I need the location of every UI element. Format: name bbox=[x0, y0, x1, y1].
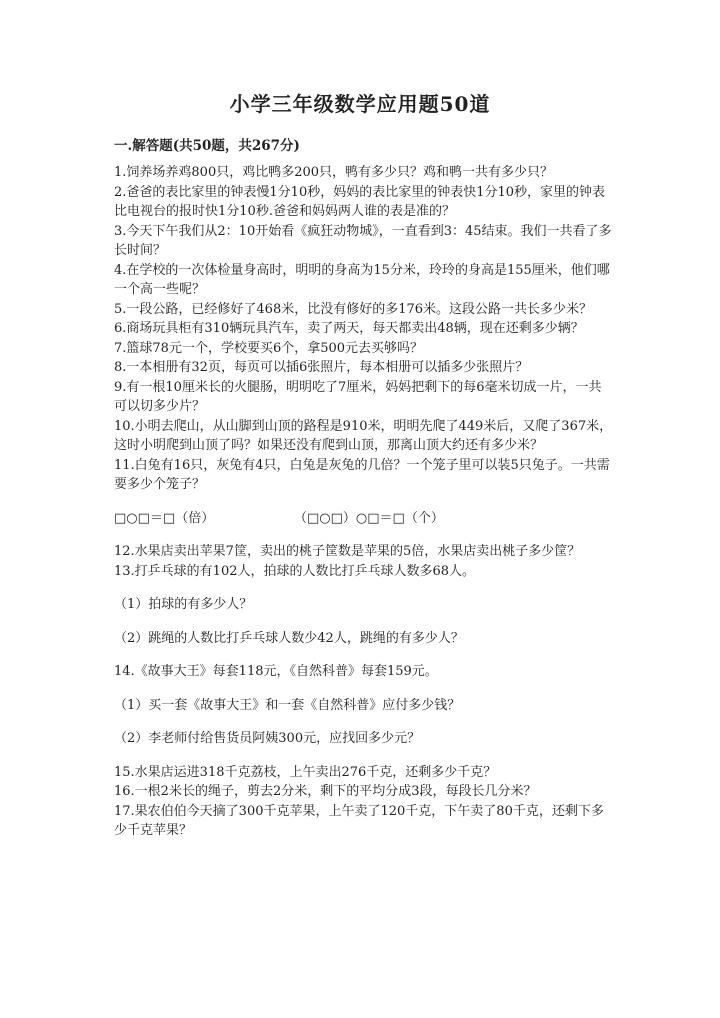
question-2: 2.爸爸的表比家里的钟表慢1分10秒，妈妈的表比家里的钟表快1分10秒，家里的钟表比电视台的报时快1分10秒.爸爸和妈妈两人谁的表是准的？ bbox=[114, 184, 606, 219]
question-7: 7.篮球78元一个，学校要买6个，拿500元去买够吗？ bbox=[114, 340, 424, 356]
question-list bbox=[114, 163, 614, 841]
question-4: 4.在学校的一次体检量身高时，明明的身高为15分米，玲玲的身高是155厘米，他们哪一个高一些呢？ bbox=[114, 262, 610, 297]
question-17: 17.果农伯伯今天摘了300千克苹果，上午卖了120千克，下午卖了80千克，还剩下多少千克苹果？ bbox=[114, 803, 604, 838]
formula-left: □○□＝□（倍） bbox=[114, 510, 215, 526]
page-title: 小学三年级数学应用题50道 bbox=[229, 92, 491, 116]
question-14-part-1: （1）买一套《故事大王》和一套《自然科普》应付多少钱？ bbox=[114, 697, 461, 713]
question-13-part-1: （1）拍球的有多少人？ bbox=[114, 597, 253, 612]
question-14-part-2: （2）李老师付给售货员阿姨300元，应找回多少元？ bbox=[114, 731, 421, 746]
question-15: 15.水果店运进318千克荔枝，上午卖出276千克，还剩多少千克？ bbox=[114, 764, 497, 780]
question-10: 10.小明去爬山，从山脚到山顶的路程是910米，明明先爬了449米后，又爬了367米，这时小明爬到山顶了吗？如果还没有爬到山顶，那离山顶大约还有多少米？ bbox=[114, 418, 613, 453]
question-13-part-2: （2）跳绳的人数比打乒乓球人数少42人，跳绳的有多少人？ bbox=[114, 630, 464, 646]
formula-row bbox=[114, 509, 614, 529]
question-11: 11.白兔有16只，灰兔有4只，白兔是灰兔的几倍？一个笼子里可以装5只兔子。一共需要多少个笼子？ bbox=[114, 457, 610, 492]
question-3: 3.今天下午我们从2：10开始看《疯狂动物城》，一直看到3：45结束。我们一共看了多长时间？ bbox=[114, 223, 612, 258]
question-16: 16.一根2米长的绳子，剪去2分米，剩下的平均分成3段，每段长几分米？ bbox=[114, 784, 537, 799]
question-9: 9.有一根10厘米长的火腿肠，明明吃了7厘米，妈妈把剩下的每6毫米切成一片，一共可以切多少片？ bbox=[114, 379, 602, 414]
formula-right: （□○□）○□＝□（个） bbox=[294, 510, 444, 526]
section-heading: 一.解答题(共50题，共267分) bbox=[114, 138, 300, 154]
question-14: 14.《故事大王》每套118元，《自然科普》每套159元。 bbox=[114, 664, 438, 679]
question-8: 8.一本相册有32页，每页可以插6张照片，每本相册可以插多少张照片？ bbox=[114, 360, 529, 375]
question-12: 12.水果店卖出苹果7筐，卖出的桃子筐数是苹果的5倍，水果店卖出桃子多少筐？ bbox=[114, 544, 581, 559]
question-13: 13.打乒乓球的有102人，拍球的人数比打乒乓球人数多68人。 bbox=[114, 563, 476, 579]
question-1: 1.饲养场养鸡800只，鸡比鸭多200只，鸭有多少只？鸡和鸭一共有多少只？ bbox=[114, 165, 554, 180]
question-5: 5.一段公路，已经修好了468米，比没有修好的多176米。这段公路一共长多少米？ bbox=[114, 301, 593, 317]
question-6: 6.商场玩具柜有310辆玩具汽车，卖了两天，每天都卖出48辆，现在还剩多少辆？ bbox=[114, 321, 584, 336]
